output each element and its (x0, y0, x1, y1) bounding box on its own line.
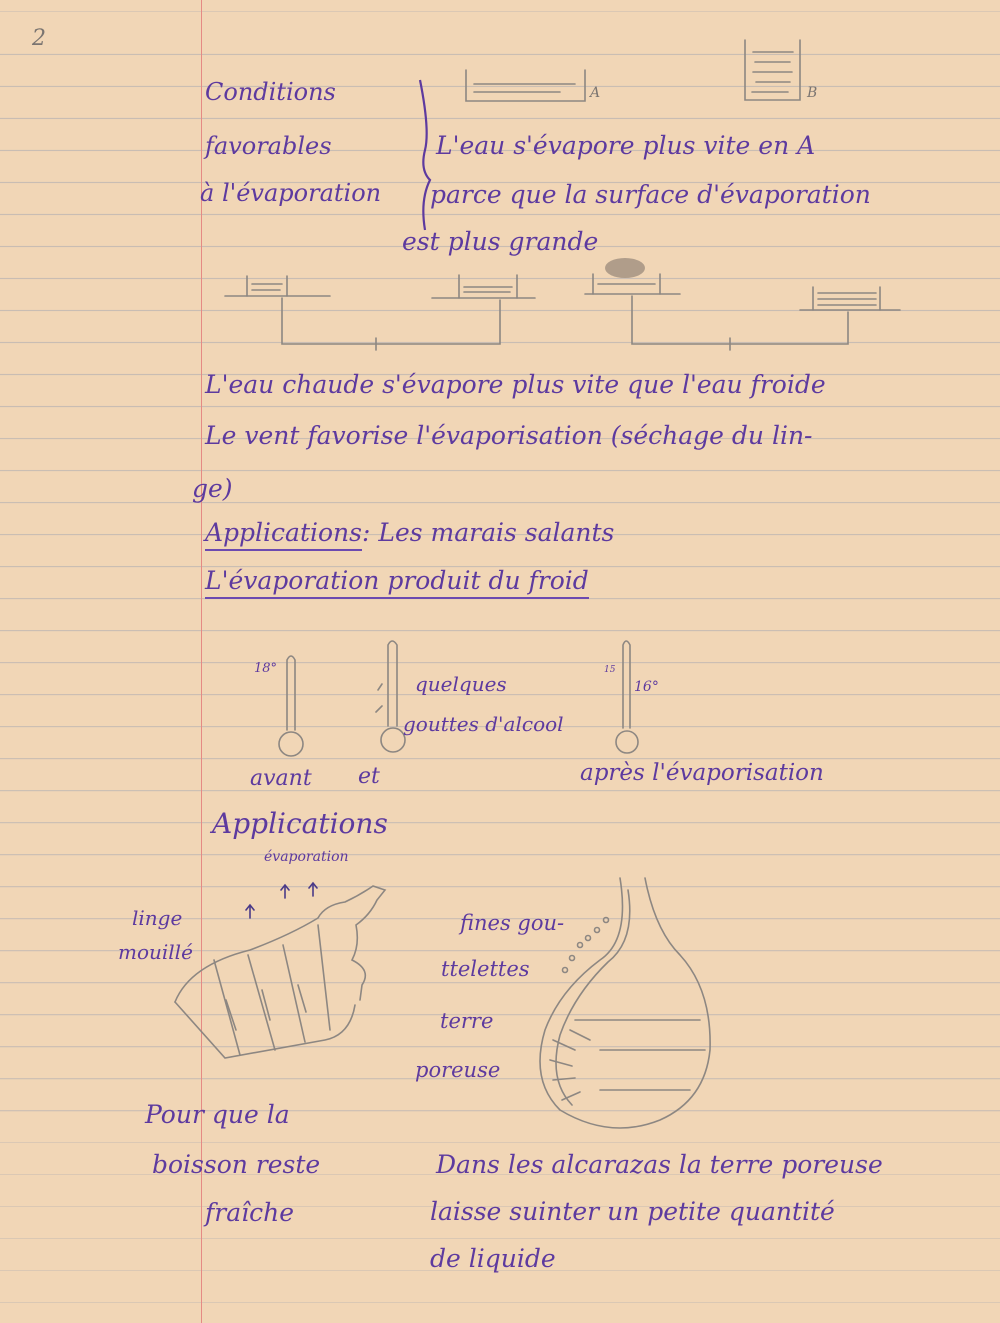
figure-label-a: A (590, 85, 601, 101)
section2-line-1: L'eau chaude s'évapore plus vite que l'eau froide (205, 370, 826, 399)
temp-after: 16° (634, 679, 659, 695)
bottom-left-line-2: boisson reste (152, 1150, 321, 1179)
section1-heading-line-3: à l'évaporation (200, 179, 382, 207)
applications2-title: Applications (212, 807, 388, 840)
caption-and: et (358, 764, 380, 789)
caption-after: après l'évaporisation (580, 760, 824, 786)
applications-text: : Les marais salants (361, 518, 615, 547)
page-number: 2 (32, 26, 46, 51)
bottom-right-line-3: de liquide (430, 1244, 556, 1273)
bottom-right-line-1: Dans les alcarazas la terre poreuse (436, 1150, 883, 1179)
alcarazas-label-1: fines gou- (460, 911, 565, 935)
section1-text-line-2: parce que la surface d'évaporation (430, 180, 871, 209)
section1-text-line-1: L'eau s'évapore plus vite en A (436, 131, 816, 160)
section1-heading-line-2: favorables (205, 132, 332, 160)
froid-heading (205, 568, 589, 593)
jug-label-line-2: mouillé (118, 940, 193, 964)
thermometers-sketch (279, 641, 638, 756)
alcarazas-label-3: terre (440, 1009, 494, 1033)
temp-before: 18° (254, 661, 278, 676)
temp-after-small: 15 (604, 665, 616, 675)
alcarazas-label-4: poreuse (415, 1058, 501, 1082)
evaporation-arrows (246, 883, 317, 918)
alcarazas-label-2: ttelettes (441, 957, 530, 981)
drops-label-line-1: quelques (415, 672, 507, 696)
experiment-set-1-sketch (225, 275, 535, 350)
bottom-left-line-3: fraîche (205, 1198, 295, 1227)
bottom-left-line-1: Pour que la (145, 1100, 290, 1129)
applications-line (205, 520, 614, 545)
section2-line-3: ge) (192, 474, 233, 503)
vessel-a-sketch (466, 70, 585, 101)
caption-before: avant (250, 766, 312, 791)
brace-mark (420, 80, 430, 230)
bottom-right-line-2: laisse suinter un petite quantité (430, 1197, 835, 1226)
section1-text-line-3: est plus grande (402, 227, 599, 256)
figure-label-b: B (807, 85, 818, 101)
vessel-b-sketch (745, 40, 800, 100)
jug-sketch (175, 886, 385, 1058)
section1-heading-line-1: Conditions (205, 78, 336, 106)
applications-title: Applications (205, 518, 362, 551)
section2-line-2: Le vent favorise l'évaporisation (séchage du lin- (205, 421, 813, 450)
drops-label-line-2: gouttes d'alcool (403, 712, 564, 736)
alcarazas-sketch (540, 878, 710, 1128)
applications2-sub: évaporation (264, 849, 349, 865)
froid-heading-text: L'évaporation produit du froid (205, 566, 589, 599)
jug-label-line-1: linge (132, 906, 183, 930)
experiment-set-2-sketch (585, 274, 900, 350)
